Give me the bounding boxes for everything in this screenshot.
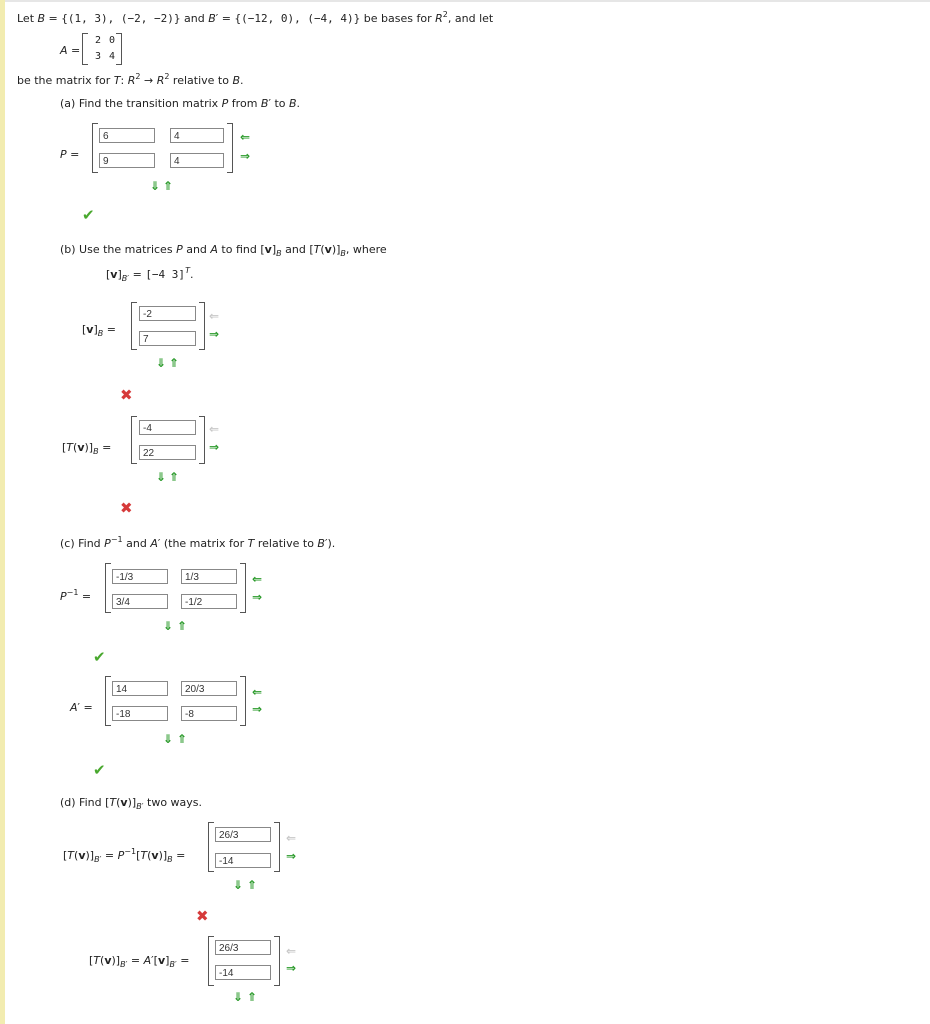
p-inverse-add-column-right-icon[interactable]: ⇒ — [252, 590, 263, 604]
way1-add-column-left-icon[interactable]: ⇐ — [286, 831, 297, 845]
p-inverse-add-column-left-icon[interactable]: ⇐ — [252, 572, 263, 586]
tv-b-cell-2[interactable] — [139, 445, 196, 460]
tv-b-label: $[T(v)]_B$ = — [62, 441, 112, 456]
way2-add-column-right-icon[interactable]: ⇒ — [286, 961, 297, 975]
p-cell-2-1[interactable] — [99, 153, 155, 168]
way1-label: $[T(v)]_{B'} = P^{-1}[T(v)]_B$ = — [63, 847, 186, 864]
tv-b-add-column-left-icon[interactable]: ⇐ — [209, 422, 220, 436]
a-cell: 4 — [109, 51, 116, 62]
way2-add-row-up-icon[interactable]: ⇑ — [247, 990, 258, 1004]
p-add-row-up-icon[interactable]: ⇑ — [163, 179, 174, 193]
way2-add-row-down-icon[interactable]: ⇓ — [233, 990, 244, 1004]
p-label: P = — [60, 148, 80, 161]
intro-bases-text: Let B = {(1, 3), (−2, −2)} and B′ = {(−12, 0), (−4, 4)} be bases for $R^2$, and let — [17, 10, 494, 25]
p-cell-1-1[interactable] — [99, 128, 155, 143]
a-cell: 2 — [95, 35, 102, 46]
p-inverse-cell-2-2[interactable] — [181, 594, 237, 609]
cross-icon: ✖ — [196, 907, 209, 925]
p-inverse-cell-2-1[interactable] — [112, 594, 168, 609]
tv-b-cell-1[interactable] — [139, 420, 196, 435]
v-b-add-column-left-icon[interactable]: ⇐ — [209, 309, 220, 323]
way1-cell-2[interactable] — [215, 853, 271, 868]
p-inverse-add-row-down-icon[interactable]: ⇓ — [163, 619, 174, 633]
way1-cell-1[interactable] — [215, 827, 271, 842]
tv-b-add-column-right-icon[interactable]: ⇒ — [209, 440, 220, 454]
way2-label: $[T(v)]_{B'} = A'[v]_{B'}$ = — [89, 954, 190, 969]
p-cell-1-2[interactable] — [170, 128, 224, 143]
part-c-prompt: (c) Find $P^{-1}$ and A′ (the matrix for T relative to B′). — [60, 535, 336, 550]
p-add-row-down-icon[interactable]: ⇓ — [150, 179, 161, 193]
a-prime-cell-1-2[interactable] — [181, 681, 237, 696]
a-prime-add-row-down-icon[interactable]: ⇓ — [163, 732, 174, 746]
tv-b-add-row-down-icon[interactable]: ⇓ — [156, 470, 167, 484]
v-b-label: $[v]_B$ = — [82, 323, 116, 338]
p-add-column-left-icon[interactable]: ⇐ — [240, 130, 251, 144]
check-icon: ✔ — [93, 648, 106, 666]
way2-cell-1[interactable] — [215, 940, 271, 955]
check-icon: ✔ — [82, 206, 95, 224]
p-inverse-label: $P^{-1}$ = — [60, 588, 92, 603]
v-b-cell-2[interactable] — [139, 331, 196, 346]
a-prime-add-column-right-icon[interactable]: ⇒ — [252, 702, 263, 716]
way1-add-row-up-icon[interactable]: ⇑ — [247, 878, 258, 892]
intro-matrix-for-text: be the matrix for T: $R^2 \to R^2$ relative to B. — [17, 72, 244, 87]
p-inverse-add-row-up-icon[interactable]: ⇑ — [177, 619, 188, 633]
left-accent-bar — [0, 0, 5, 1024]
v-b-add-row-down-icon[interactable]: ⇓ — [156, 356, 167, 370]
top-divider — [5, 0, 930, 2]
p-cell-2-2[interactable] — [170, 153, 224, 168]
a-prime-add-column-left-icon[interactable]: ⇐ — [252, 685, 263, 699]
a-matrix-label: A = — [60, 44, 81, 57]
a-prime-label: A′ = — [70, 701, 93, 714]
a-cell: 3 — [95, 51, 102, 62]
part-a-prompt: (a) Find the transition matrix P from B′ to B. — [60, 97, 301, 110]
way1-add-column-right-icon[interactable]: ⇒ — [286, 849, 297, 863]
a-matrix — [82, 33, 122, 65]
way2-add-column-left-icon[interactable]: ⇐ — [286, 944, 297, 958]
cross-icon: ✖ — [120, 499, 133, 517]
cross-icon: ✖ — [120, 386, 133, 404]
a-cell: 0 — [109, 35, 116, 46]
p-inverse-cell-1-2[interactable] — [181, 569, 237, 584]
tv-b-add-row-up-icon[interactable]: ⇑ — [169, 470, 180, 484]
a-prime-cell-2-1[interactable] — [112, 706, 168, 721]
p-inverse-cell-1-1[interactable] — [112, 569, 168, 584]
part-d-prompt: (d) Find $[T(v)]_{B'}$ two ways. — [60, 796, 203, 811]
a-prime-cell-1-1[interactable] — [112, 681, 168, 696]
p-add-column-right-icon[interactable]: ⇒ — [240, 149, 251, 163]
way1-add-row-down-icon[interactable]: ⇓ — [233, 878, 244, 892]
way2-cell-2[interactable] — [215, 965, 271, 980]
v-b-add-row-up-icon[interactable]: ⇑ — [169, 356, 180, 370]
v-b-add-column-right-icon[interactable]: ⇒ — [209, 327, 220, 341]
check-icon: ✔ — [93, 761, 106, 779]
a-prime-add-row-up-icon[interactable]: ⇑ — [177, 732, 188, 746]
part-b-given: $[v]_{B'} = [-4$ 3]$^T$. — [106, 266, 194, 283]
a-prime-cell-2-2[interactable] — [181, 706, 237, 721]
v-b-cell-1[interactable] — [139, 306, 196, 321]
part-b-prompt: (b) Use the matrices P and A to find $[v]_B$ and $[T(v)]_B$, where — [60, 243, 387, 258]
